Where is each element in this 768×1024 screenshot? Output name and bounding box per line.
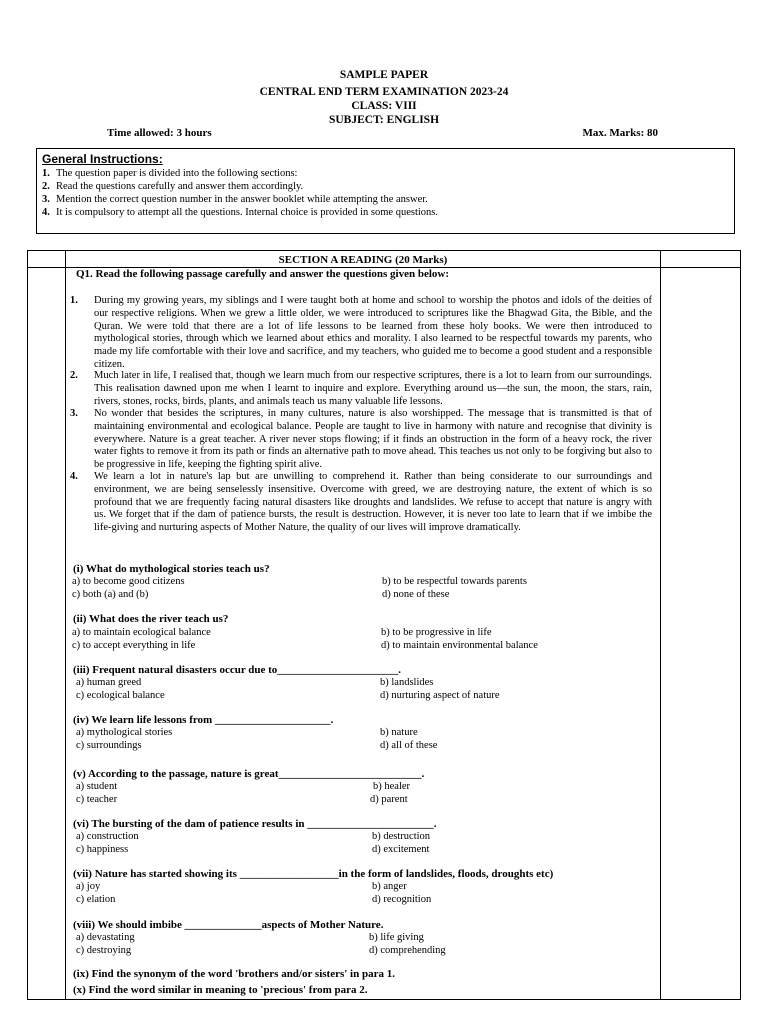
mcq-option: d) nurturing aspect of nature bbox=[380, 690, 500, 701]
mcq-question: (iii) Frequent natural disasters occur due to______________________. bbox=[73, 664, 402, 676]
mcq-option: d) excitement bbox=[372, 844, 430, 855]
mcq-option: b) anger bbox=[372, 881, 407, 892]
mcq-option: b) healer bbox=[373, 781, 411, 792]
mcq-option: b) nature bbox=[380, 727, 418, 738]
instruction-item: 3. Mention the correct question number in the answer booklet while attempting the answer. bbox=[42, 194, 428, 205]
mcq-option: b) to be respectful towards parents bbox=[382, 576, 527, 587]
question-ix: (ix) Find the synonym of the word 'brothers and/or sisters' in para 1. bbox=[73, 968, 395, 980]
mcq-option: c) surroundings bbox=[76, 740, 142, 751]
mcq-question: (v) According to the passage, nature is great__________________________. bbox=[73, 768, 425, 780]
instruction-item: 4. It is compulsory to attempt all the questions. Internal choice is provided in some questions. bbox=[42, 207, 439, 218]
mcq-option: a) joy bbox=[76, 881, 101, 892]
class-label: CLASS: VIII bbox=[351, 100, 417, 112]
passage-paragraph: 3. No wonder that besides the scriptures, in many cultures, nature is also worshipped. The message that is transmitted is that of maintaining environmental and ecological balance. People are taught to live in harmony with nature and recognise that divinity is everywhere. Nature is a great teacher. A river never stops flowing; if it finds an obstruction in the form of a heavy rock, the river water fights to remove it from its path or finds an alternative path to move ahead. This teaches us not only to be forgiving but also to be progressive in life, keeping the fighting spirit alive. bbox=[70, 408, 652, 471]
mcq-option: d) parent bbox=[370, 794, 408, 805]
max-marks: Max. Marks: 80 bbox=[582, 127, 658, 139]
passage-paragraph: 4. We learn a lot in nature's lap but are unwilling to comprehend it. Rather than being considerate to our surroundings and environment, we are being senselessly insensitive. Overcome with greed, we are destroying nature, the extent of which is so profound that we are frequently facing natural disasters like droughts and landslides. We refuse to accept that nature is angry with us. We forget that if the dam of patience bursts, the result is destruction. However, it is never too late to learn that if we imbibe the life-giving and nurturing aspects of Mother Nature, the quality of our lives will improve dramatically. bbox=[70, 471, 652, 534]
mcq-option: a) to become good citizens bbox=[72, 576, 185, 587]
mcq-option: c) elation bbox=[76, 894, 116, 905]
mcq-option: c) ecological balance bbox=[76, 690, 165, 701]
mcq-question: (vi) The bursting of the dam of patience results in _______________________. bbox=[73, 818, 437, 830]
mcq-option: a) construction bbox=[76, 831, 139, 842]
question-x: (x) Find the word similar in meaning to 'precious' from para 2. bbox=[73, 984, 368, 996]
mcq-question: (iv) We learn life lessons from _____________________. bbox=[73, 714, 334, 726]
mcq-option: c) to accept everything in life bbox=[72, 640, 196, 651]
mcq-option: c) both (a) and (b) bbox=[72, 589, 149, 600]
mcq-option: d) all of these bbox=[380, 740, 438, 751]
question-1-heading: Q1. Read the following passage carefully and answer the questions given below: bbox=[76, 268, 450, 280]
mcq-option: d) none of these bbox=[382, 589, 450, 600]
mcq-option: a) mythological stories bbox=[76, 727, 173, 738]
mcq-option: d) to maintain environmental balance bbox=[381, 640, 538, 651]
paper-title: SAMPLE PAPER bbox=[339, 69, 429, 81]
mcq-option: b) landslides bbox=[380, 677, 434, 688]
mcq-option: b) destruction bbox=[372, 831, 431, 842]
passage-paragraph: 1. During my growing years, my siblings and I were taught both at home and school to worship the photos and idols of the deities of our respective religions. When we grew a little older, we were introduced to scriptures like the Bhagwad Gita, the Bible, and the Quran. We were told that there are a lot of life lessons to be learned from these holy books. We were then introduced to mythological stories, through which we learned about ethics and morality. I also learned to be respectful towards my parents, who made my life comfortable with their love and sacrifice, and my teachers, who guided me to become a good student and a responsible citizen. bbox=[70, 295, 652, 370]
passage-paragraph: 2. Much later in life, I realised that, though we learn much from our respective scriptures, there is a lot to learn from our surroundings. This realisation dawned upon me when I learnt to inquire and explore. Everything around us—the sun, the moon, the stars, rain, rivers, stones, rocks, birds, plants, and animals teach us many valuable life lessons. bbox=[70, 370, 652, 407]
instruction-item: 1. The question paper is divided into the following sections: bbox=[42, 168, 298, 179]
mcq-option: a) devastating bbox=[76, 932, 135, 943]
mcq-option: a) to maintain ecological balance bbox=[72, 627, 211, 638]
mcq-question: (ii) What does the river teach us? bbox=[73, 613, 229, 625]
subject-label: SUBJECT: ENGLISH bbox=[328, 114, 440, 126]
mcq-option: a) student bbox=[76, 781, 118, 792]
mcq-option: c) teacher bbox=[76, 794, 118, 805]
mcq-option: d) recognition bbox=[372, 894, 432, 905]
instructions-title: General Instructions: bbox=[42, 152, 163, 166]
mcq-question: (vii) Nature has started showing its __________________in the form of landslides, floods, droughts etc) bbox=[73, 868, 554, 880]
table-divider bbox=[660, 250, 661, 1000]
mcq-option: b) life giving bbox=[369, 932, 424, 943]
mcq-option: b) to be progressive in life bbox=[381, 627, 492, 638]
general-instructions-box bbox=[36, 148, 735, 234]
section-title: SECTION A READING (20 Marks) bbox=[278, 254, 448, 266]
mcq-question: (i) What do mythological stories teach us? bbox=[73, 563, 270, 575]
exam-title: CENTRAL END TERM EXAMINATION 2023-24 bbox=[259, 86, 509, 98]
mcq-option: a) human greed bbox=[76, 677, 142, 688]
mcq-option: d) comprehending bbox=[369, 945, 446, 956]
mcq-option: c) happiness bbox=[76, 844, 129, 855]
table-divider bbox=[65, 250, 66, 1000]
time-allowed: Time allowed: 3 hours bbox=[107, 127, 212, 139]
instruction-item: 2. Read the questions carefully and answer them accordingly. bbox=[42, 181, 304, 192]
mcq-question: (viii) We should imbibe ______________aspects of Mother Nature. bbox=[73, 919, 384, 931]
mcq-option: c) destroying bbox=[76, 945, 132, 956]
